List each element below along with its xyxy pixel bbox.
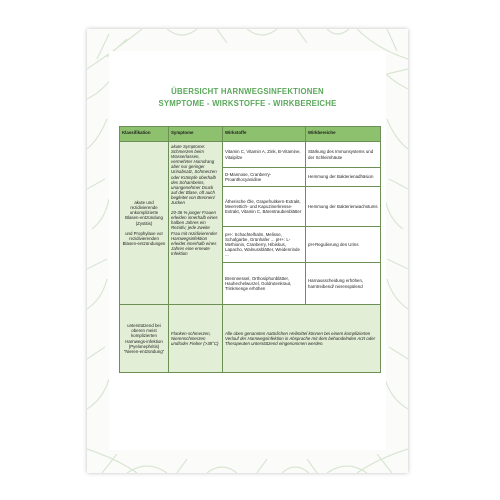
page-title <box>87 86 408 110</box>
document-page <box>87 29 408 473</box>
classification-text-a: akute und rezidivierende unkomplizierte Blasen-entzündung (Zystitis) <box>125 200 163 226</box>
areas-cell: pH-Regulierung des Urins <box>306 227 381 263</box>
symptoms-text-a: akute Symptome: Schmerzen beim Wasserlassen, vermehrter Harndrang aber nur geringer Urinabsatz, Schmerzen oder Krämpfe oberhalb des Schambeins, unangenehmer Druck auf der Blase, oft auch begleitet von Brennen/ Jucken <box>171 144 217 206</box>
header-agents: Wirkstoffe <box>223 127 306 142</box>
areas-cell: Stärkung des Immunsystems und der Schleimhäute <box>306 142 381 168</box>
agents-cell: Vitamin C, Vitamin A, Zink, B-Vitamine, Vitalpilze <box>223 142 306 168</box>
header-symptoms: Symptome <box>169 127 223 142</box>
areas-cell: Hemmung der Bakterienadhäsion <box>306 168 381 187</box>
title-line-1: ÜBERSICHT HARNWEGSINFEKTIONEN <box>171 87 324 96</box>
classification-cell <box>120 142 169 305</box>
header-areas: Wirkbereiche <box>306 127 381 142</box>
agents-cell: Ätherische Öle, Grapefruitkern-Extrakt, Meerrettich- und Kapuzinerkresse-Extrakt, Vitamin C, Bärentraubenblätter <box>223 187 306 227</box>
note-cell: Alle oben genannten natürlichen Heilmittel können bei einem komplizierten Verlauf der Harnwegsinfektion in Absprache mit dem behandelnden Arzt oder Therapeuten unterstützend eingenommen werden. <box>223 305 381 373</box>
title-line-2: SYMPTOME - WIRKSTOFFE - WIRKBEREICHE <box>158 99 337 108</box>
symptoms-cell-upper: Flanken-schmerzen, Nierenschmerzen und/oder Fieber (>38°C) <box>169 305 223 373</box>
table-header-row <box>120 127 381 142</box>
agents-cell: D-Mannose, Cranberry-Proanthocyanidine <box>223 168 306 187</box>
classification-text-b: und Prophylaxe vor rezidivierenden Blasen-entzündungen <box>122 230 166 246</box>
symptoms-cell <box>169 142 223 305</box>
agents-cell: Brennnessel, Orthosiphonblätter, Hauhechelwurzel, Goldrutenkraut, Trinkmenge erhöhen <box>223 263 306 305</box>
overview-table <box>119 126 381 373</box>
areas-cell: Hemmung der Bakterienwachstums <box>306 187 381 227</box>
header-classification: Klassifikation <box>120 127 169 142</box>
agents-cell: pH-: Schachtelhalm, Melisse, Schafgarbe, Grünhafer ... pH+: L-Methionin, Cranberry, Hibiskus, Lapacho, Walnussblätter, Weidenrinde ... <box>223 227 306 263</box>
table-row <box>120 142 381 168</box>
table-row <box>120 305 381 373</box>
areas-cell: Harnausscheidung erhöhen, harntreibend/ nierenspülend <box>306 263 381 305</box>
symptoms-text-b: 20-36 % junger Frauen erleiden innerhalb eines halben Jahres ein Rezidiv; jede zweite Frau mit rezidivierender Harnwegsinfektion erleidet innerhalb eines Jahres eine erneute Infektion <box>171 210 218 256</box>
classification-cell-upper: unterstützend bei oberen meist komplizierten Harnwegs-infektion (Pyelonephritis) "Nieren-entzündung" <box>120 305 169 373</box>
